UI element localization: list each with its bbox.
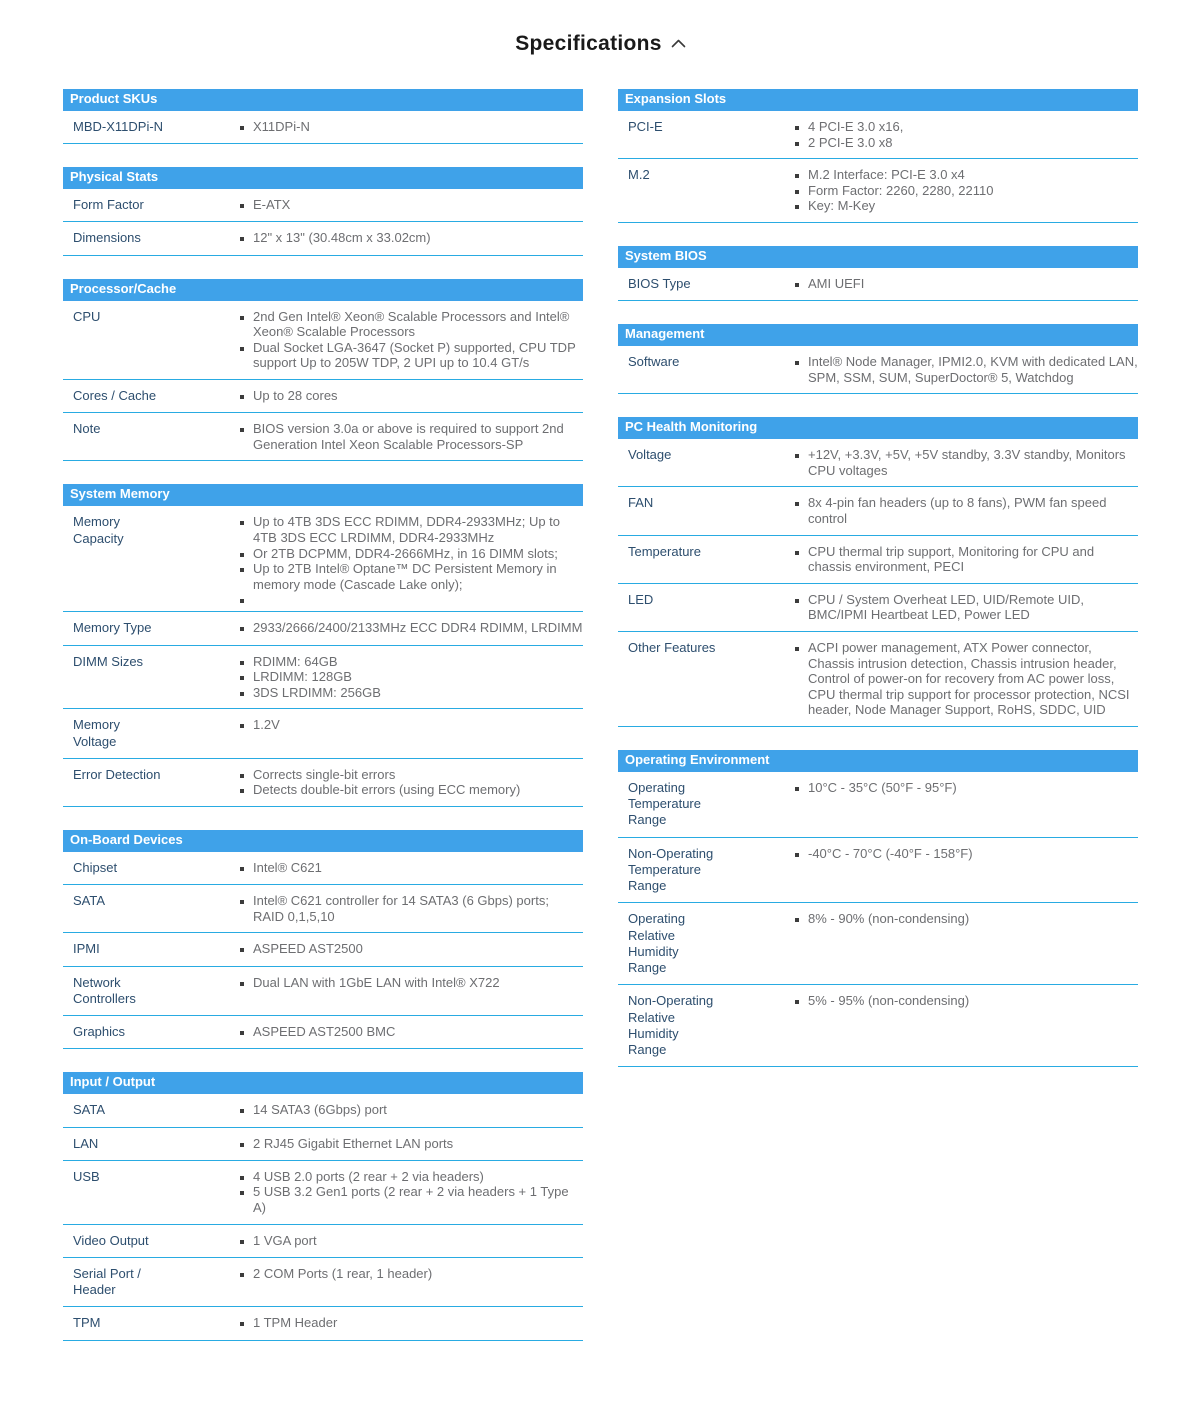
section-title: On-Board Devices [70, 832, 183, 847]
section-header [63, 830, 583, 852]
spec-row [618, 903, 1138, 985]
spec-value-list [795, 780, 1138, 796]
bullet-icon [240, 428, 244, 432]
spec-value: Or 2TB DCPMM, DDR4-2666MHz, in 16 DIMM slots; [253, 545, 558, 561]
page-title[interactable] [63, 30, 1138, 56]
spec-section [618, 89, 1138, 223]
spec-value-list [795, 846, 1138, 862]
spec-label: Error Detection [73, 766, 161, 782]
spec-label: Voltage [628, 447, 672, 463]
spec-item [240, 388, 583, 404]
spec-section [63, 279, 583, 462]
spec-label: PCI-E [628, 118, 663, 134]
section-title: Operating Environment [625, 751, 770, 767]
spec-item [795, 135, 1138, 151]
right-column [618, 89, 1138, 1090]
spec-label: CPU [73, 308, 101, 324]
spec-value-list [240, 654, 583, 701]
spec-value-list [240, 860, 583, 876]
bullet-icon [240, 126, 244, 130]
spec-row [63, 852, 583, 885]
spec-item [240, 1266, 583, 1282]
spec-row [63, 933, 583, 966]
spec-value: Detects double-bit errors (using ECC memory) [253, 782, 521, 798]
spec-item [795, 354, 1138, 385]
spec-item [240, 561, 583, 592]
spec-label: Non-Operating Relative Humidity Range [628, 993, 714, 1058]
bullet-icon [795, 190, 799, 194]
spec-item [240, 514, 583, 545]
spec-label: Non-Operating Temperature Range [628, 845, 714, 894]
spec-item [795, 780, 1138, 796]
spec-value: 5% - 95% (non-condensing) [808, 993, 970, 1009]
left-column [63, 89, 583, 1364]
spec-value: AMI UEFI [808, 275, 865, 291]
spec-value-list [795, 495, 1138, 526]
spec-row [618, 268, 1138, 301]
spec-item [240, 1024, 583, 1040]
spec-label: LAN [73, 1135, 99, 1151]
spec-item [240, 421, 583, 452]
bullet-icon [240, 900, 244, 904]
spec-row [618, 439, 1138, 487]
spec-value-list [240, 1233, 583, 1249]
bullet-icon [795, 126, 799, 130]
spec-value: Intel® Node Manager, IPMI2.0, KVM with dedicated LAN, SPM, SSM, SUM, SuperDoctor® 5, Watchdog [808, 354, 1138, 385]
spec-value: RDIMM: 64GB [253, 653, 338, 669]
spec-label: MBD-X11DPi-N [73, 118, 164, 134]
spec-item [240, 893, 583, 924]
spec-value: 8x 4-pin fan headers (up to 8 fans), PWM fan speed control [808, 495, 1107, 526]
spec-row [63, 1258, 583, 1308]
spec-value: 8% - 90% (non-condensing) [808, 911, 970, 927]
spec-value: 1.2V [253, 717, 280, 733]
spec-value-list [240, 309, 583, 371]
spec-value: BIOS version 3.0a or above is required to support 2nd Generation Intel Xeon Scalable Processors-SP [253, 421, 564, 452]
section-title: Input / Output [70, 1074, 156, 1090]
spec-row [63, 222, 583, 255]
spec-value-list [240, 197, 583, 213]
spec-label: Serial Port / Header [73, 1265, 141, 1298]
spec-value: Up to 2TB Intel® Optane™ DC Persistent Memory in memory mode (Cascade Lake only); [253, 561, 557, 592]
spec-item [240, 546, 583, 562]
bullet-icon [795, 502, 799, 506]
bullet-icon [795, 647, 799, 651]
spec-value: Key: M-Key [808, 198, 876, 214]
spec-section [618, 246, 1138, 301]
bullet-icon [240, 599, 244, 603]
spec-item [795, 993, 1138, 1009]
spec-value-list [795, 167, 1138, 214]
spec-item [240, 975, 583, 991]
spec-value: Up to 28 cores [253, 387, 338, 403]
spec-item [240, 685, 583, 701]
bullet-icon [240, 1322, 244, 1326]
section-header [63, 484, 583, 506]
spec-value-list [240, 941, 583, 957]
spec-value-list [795, 911, 1138, 927]
spec-row [618, 159, 1138, 223]
spec-label: FAN [628, 495, 654, 511]
spec-row [63, 1307, 583, 1340]
spec-value: M.2 Interface: PCI-E 3.0 x4 [808, 167, 965, 183]
bullet-icon [240, 316, 244, 320]
spec-item [795, 447, 1138, 478]
spec-value-list [795, 119, 1138, 150]
spec-row [618, 632, 1138, 727]
spec-row [618, 584, 1138, 632]
spec-value: 1 TPM Header [253, 1315, 338, 1331]
spec-row [63, 1128, 583, 1161]
bullet-icon [240, 627, 244, 631]
spec-value: 14 SATA3 (6Gbps) port [253, 1102, 387, 1118]
spec-columns [63, 89, 1138, 1364]
section-header [618, 750, 1138, 772]
spec-value-list [240, 1169, 583, 1216]
bullet-icon [795, 599, 799, 603]
spec-value-list [240, 230, 583, 246]
spec-row [63, 380, 583, 413]
spec-value: LRDIMM: 128GB [253, 669, 352, 685]
spec-value: ASPEED AST2500 [253, 941, 363, 957]
spec-item [240, 1233, 583, 1249]
spec-item [795, 592, 1138, 623]
spec-row [63, 709, 583, 759]
bullet-icon [240, 724, 244, 728]
spec-label: Software [628, 354, 680, 370]
spec-value-list [795, 640, 1138, 718]
spec-label: Memory Voltage [73, 717, 120, 749]
spec-item [795, 276, 1138, 292]
spec-row [618, 487, 1138, 535]
bullet-icon [240, 204, 244, 208]
bullet-icon [240, 1273, 244, 1277]
spec-label: USB [73, 1168, 100, 1184]
bullet-icon [240, 789, 244, 793]
bullet-icon [795, 142, 799, 146]
spec-label: Graphics [73, 1024, 126, 1040]
spec-value-list [240, 893, 583, 924]
spec-section [63, 89, 583, 144]
section-header [63, 279, 583, 301]
spec-item [240, 767, 583, 783]
spec-row [63, 1016, 583, 1049]
section-header [63, 167, 583, 189]
spec-label: IPMI [73, 941, 100, 957]
spec-value: 2 PCI-E 3.0 x8 [808, 134, 893, 150]
section-header [618, 324, 1138, 346]
section-title: System BIOS [625, 247, 707, 263]
spec-value: 1 VGA port [253, 1232, 317, 1248]
spec-section [618, 324, 1138, 394]
spec-value-list [240, 1315, 583, 1331]
spec-value-list [240, 1024, 583, 1040]
spec-label: Cores / Cache [73, 387, 157, 403]
spec-value: CPU / System Overheat LED, UID/Remote UID, BMC/IPMI Heartbeat LED, Power LED [808, 591, 1084, 623]
spec-item [795, 911, 1138, 927]
spec-row [63, 885, 583, 933]
section-title: Processor/Cache [70, 280, 177, 296]
spec-item [240, 340, 583, 371]
spec-item [240, 782, 583, 798]
spec-label: Form Factor [73, 197, 144, 213]
spec-item [795, 183, 1138, 199]
spec-label: SATA [73, 1102, 106, 1118]
spec-label: TPM [73, 1315, 101, 1331]
bullet-icon [240, 774, 244, 778]
spec-item [240, 119, 583, 135]
spec-value: Form Factor: 2260, 2280, 22110 [808, 182, 994, 198]
spec-row [63, 1225, 583, 1258]
spec-item [240, 592, 583, 603]
spec-value-list [795, 993, 1138, 1009]
spec-value-list [240, 421, 583, 452]
spec-row [618, 536, 1138, 584]
spec-item [795, 119, 1138, 135]
spec-value-list [795, 354, 1138, 385]
spec-label: Dimensions [73, 230, 141, 246]
bullet-icon [795, 361, 799, 365]
spec-label: SATA [73, 893, 106, 909]
spec-label: BIOS Type [628, 275, 691, 291]
spec-value-list [795, 276, 1138, 292]
spec-item [240, 1102, 583, 1118]
bullet-icon [240, 1240, 244, 1244]
section-title: PC Health Monitoring [625, 419, 758, 435]
spec-value-list [240, 767, 583, 798]
bullet-icon [795, 551, 799, 555]
spec-label: Video Output [73, 1232, 149, 1248]
spec-item [240, 669, 583, 685]
spec-value-list [240, 620, 583, 636]
spec-item [795, 544, 1138, 575]
bullet-icon [795, 283, 799, 287]
spec-row [618, 346, 1138, 394]
spec-row [618, 772, 1138, 838]
spec-value: 10°C - 35°C (50°F - 95°F) [808, 779, 957, 795]
spec-row [63, 506, 583, 612]
spec-section [618, 750, 1138, 1067]
bullet-icon [240, 395, 244, 399]
spec-row [63, 759, 583, 807]
spec-label: Operating Relative Humidity Range [628, 911, 686, 976]
spec-value-list [240, 1102, 583, 1118]
spec-item [795, 198, 1138, 214]
spec-value: 4 PCI-E 3.0 x16, [808, 118, 904, 134]
spec-value: X11DPi-N [253, 118, 310, 134]
spec-row [618, 985, 1138, 1067]
spec-row [63, 1161, 583, 1225]
section-title: System Memory [70, 486, 170, 502]
spec-row [63, 189, 583, 222]
spec-value-list [240, 514, 583, 603]
spec-value: -40°C - 70°C (-40°F - 158°F) [808, 845, 973, 861]
bullet-icon [795, 918, 799, 922]
spec-value: CPU thermal trip support, Monitoring for CPU and chassis environment, PECI [808, 543, 1095, 575]
spec-label: Note [73, 421, 101, 437]
section-title: Expansion Slots [625, 91, 727, 106]
spec-section [63, 167, 583, 255]
bullet-icon [240, 347, 244, 351]
spec-value: Corrects single-bit errors [253, 766, 396, 782]
spec-item [240, 941, 583, 957]
spec-value-list [240, 717, 583, 733]
spec-item [240, 197, 583, 213]
bullet-icon [240, 521, 244, 525]
spec-value: 5 USB 3.2 Gen1 ports (2 rear + 2 via headers + 1 Type A) [253, 1184, 569, 1215]
spec-value: 2933/2666/2400/2133MHz ECC DDR4 RDIMM, LRDIMM [253, 620, 583, 636]
spec-value: 2 RJ45 Gigabit Ethernet LAN ports [253, 1135, 454, 1151]
spec-row [63, 301, 583, 380]
section-header [618, 89, 1138, 111]
spec-label: DIMM Sizes [73, 653, 144, 669]
spec-row [618, 111, 1138, 159]
bullet-icon [240, 1143, 244, 1147]
spec-item [240, 1136, 583, 1152]
spec-value-list [795, 447, 1138, 478]
spec-label: Chipset [73, 859, 118, 875]
spec-item [795, 167, 1138, 183]
bullet-icon [240, 676, 244, 680]
spec-label: Network Controllers [73, 974, 136, 1006]
spec-section [618, 417, 1138, 727]
bullet-icon [240, 237, 244, 241]
section-title: Physical Stats [70, 169, 159, 185]
spec-row [63, 646, 583, 710]
spec-item [240, 860, 583, 876]
bullet-icon [240, 568, 244, 572]
spec-value-list [240, 119, 583, 135]
bullet-icon [240, 553, 244, 557]
spec-item [240, 620, 583, 636]
spec-section [63, 1072, 583, 1340]
spec-label: Memory Capacity [73, 514, 124, 546]
spec-item [240, 1184, 583, 1215]
spec-item [795, 846, 1138, 862]
spec-label: Other Features [628, 639, 716, 655]
section-title: Management [625, 326, 705, 342]
spec-item [795, 495, 1138, 526]
bullet-icon [795, 787, 799, 791]
bullet-icon [795, 454, 799, 458]
page-title-text: Specifications [515, 32, 662, 55]
spec-value: 2 COM Ports (1 rear, 1 header) [253, 1265, 433, 1281]
bullet-icon [795, 853, 799, 857]
bullet-icon [240, 982, 244, 986]
spec-value: Dual Socket LGA-3647 (Socket P) supported, CPU TDP support Up to 205W TDP, 2 UPI up to 10.4 GT/s [253, 339, 576, 371]
spec-label: LED [628, 591, 654, 607]
spec-value: 12" x 13" (30.48cm x 33.02cm) [253, 230, 431, 246]
spec-value-list [240, 1266, 583, 1282]
spec-value: Up to 4TB 3DS ECC RDIMM, DDR4-2933MHz; Up to 4TB 3DS ECC LRDIMM, DDR4-2933MHz [253, 514, 561, 545]
spec-value: Dual LAN with 1GbE LAN with Intel® X722 [253, 974, 500, 990]
spec-value-list [795, 544, 1138, 575]
bullet-icon [240, 692, 244, 696]
spec-value: 4 USB 2.0 ports (2 rear + 2 via headers) [253, 1168, 484, 1184]
spec-item [240, 654, 583, 670]
spec-label: Temperature [628, 543, 701, 559]
spec-value-list [240, 1136, 583, 1152]
spec-label: Operating Temperature Range [628, 779, 701, 828]
spec-item [240, 717, 583, 733]
bullet-icon [240, 1191, 244, 1195]
bullet-icon [795, 1000, 799, 1004]
spec-item [795, 640, 1138, 718]
spec-item [240, 1315, 583, 1331]
spec-value: ASPEED AST2500 BMC [253, 1024, 396, 1040]
section-header [63, 1072, 583, 1094]
bullet-icon [240, 1031, 244, 1035]
bullet-icon [240, 1176, 244, 1180]
bullet-icon [240, 867, 244, 871]
section-title: Product SKUs [70, 91, 158, 106]
bullet-icon [240, 1109, 244, 1113]
spec-value: Intel® C621 [253, 859, 322, 875]
spec-item [240, 1169, 583, 1185]
bullet-icon [795, 205, 799, 209]
spec-label: M.2 [628, 167, 650, 183]
spec-item [240, 230, 583, 246]
spec-row [63, 612, 583, 645]
spec-section [63, 830, 583, 1049]
spec-row [63, 967, 583, 1017]
spec-row [63, 413, 583, 461]
section-header [618, 246, 1138, 268]
spec-label: Memory Type [73, 620, 152, 636]
bullet-icon [795, 174, 799, 178]
spec-row [63, 1094, 583, 1127]
spec-section [63, 484, 583, 807]
spec-value: +12V, +3.3V, +5V, +5V standby, 3.3V standby, Monitors CPU voltages [808, 447, 1126, 478]
spec-value: 3DS LRDIMM: 256GB [253, 684, 381, 700]
spec-value-list [795, 592, 1138, 623]
spec-value: Intel® C621 controller for 14 SATA3 (6 Gbps) ports; RAID 0,1,5,10 [253, 893, 549, 924]
spec-value-list [240, 975, 583, 991]
spec-row [618, 838, 1138, 904]
section-header [618, 417, 1138, 439]
bullet-icon [240, 661, 244, 665]
spec-value-list [240, 388, 583, 404]
spec-value: ACPI power management, ATX Power connector, Chassis intrusion detection, Chassis intrusion header, Control of power-on for recovery from AC power loss, CPU thermal trip support for processor protection, NCSI header, Node Manager Support, RoHS, SDDC, UID [808, 639, 1130, 718]
spec-value: E-ATX [253, 197, 291, 213]
spec-row [63, 111, 583, 144]
chevron-up-icon[interactable] [671, 30, 686, 54]
spec-value: 2nd Gen Intel® Xeon® Scalable Processors and Intel® Xeon® Scalable Processors [253, 308, 570, 340]
spec-item [240, 309, 583, 340]
bullet-icon [240, 948, 244, 952]
section-header [63, 89, 583, 111]
